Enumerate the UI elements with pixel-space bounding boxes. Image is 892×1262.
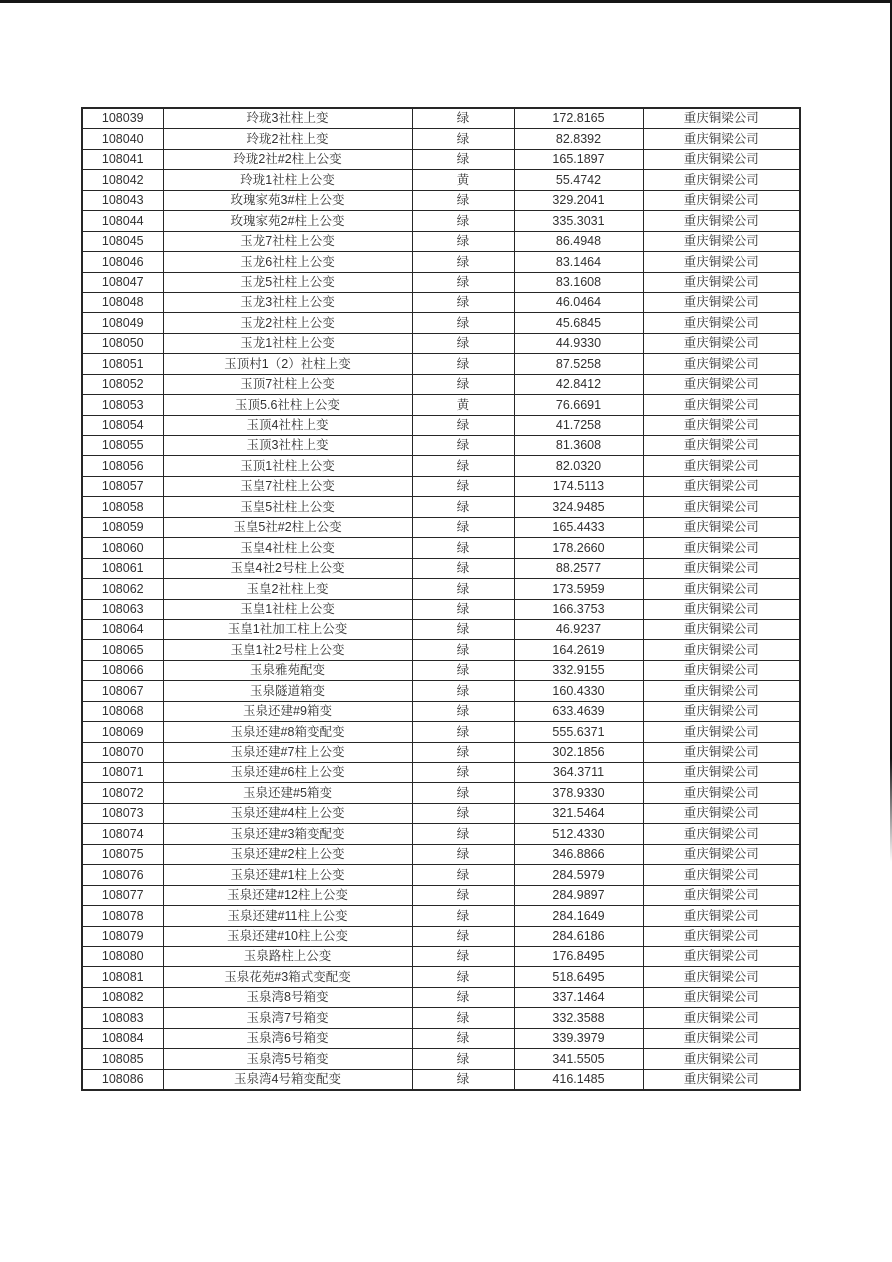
- cell-record-id: 108050: [82, 333, 163, 353]
- cell-record-id: 108061: [82, 558, 163, 578]
- cell-status-flag: 绿: [412, 1049, 514, 1069]
- cell-company: 重庆铜梁公司: [643, 640, 800, 660]
- cell-company: 重庆铜梁公司: [643, 558, 800, 578]
- table-row: [82, 333, 800, 353]
- cell-record-id: 108044: [82, 211, 163, 231]
- cell-transformer-name: 玉皇1社加工柱上公变: [163, 619, 412, 639]
- cell-transformer-name: 玉泉雅苑配变: [163, 660, 412, 680]
- cell-transformer-name: 玲珑2社#2柱上公变: [163, 149, 412, 169]
- cell-transformer-name: 玉泉隧道箱变: [163, 681, 412, 701]
- cell-company: 重庆铜梁公司: [643, 231, 800, 251]
- cell-load-value: 329.2041: [514, 190, 643, 210]
- cell-company: 重庆铜梁公司: [643, 436, 800, 456]
- cell-load-value: 339.3979: [514, 1028, 643, 1048]
- cell-transformer-name: 玉泉还建#8箱变配变: [163, 722, 412, 742]
- table-row: [82, 946, 800, 966]
- cell-status-flag: 绿: [412, 292, 514, 312]
- cell-company: 重庆铜梁公司: [643, 885, 800, 905]
- cell-status-flag: 绿: [412, 149, 514, 169]
- cell-load-value: 44.9330: [514, 333, 643, 353]
- cell-transformer-name: 玉龙5社柱上公变: [163, 272, 412, 292]
- table-row: [82, 149, 800, 169]
- cell-record-id: 108056: [82, 456, 163, 476]
- cell-load-value: 284.5979: [514, 865, 643, 885]
- cell-load-value: 88.2577: [514, 558, 643, 578]
- cell-transformer-name: 玉顶3社柱上变: [163, 436, 412, 456]
- table-body: [82, 108, 800, 1090]
- cell-transformer-name: 玉泉湾7号箱变: [163, 1008, 412, 1028]
- cell-company: 重庆铜梁公司: [643, 824, 800, 844]
- cell-load-value: 81.3608: [514, 436, 643, 456]
- scan-artifact-top-edge: [0, 0, 892, 3]
- cell-transformer-name: 玉泉还建#5箱变: [163, 783, 412, 803]
- table-row: [82, 885, 800, 905]
- cell-transformer-name: 玉顶4社柱上变: [163, 415, 412, 435]
- cell-record-id: 108068: [82, 701, 163, 721]
- cell-load-value: 87.5258: [514, 354, 643, 374]
- cell-transformer-name: 玉龙6社柱上公变: [163, 252, 412, 272]
- cell-status-flag: 绿: [412, 211, 514, 231]
- cell-transformer-name: 玉泉还建#4柱上公变: [163, 803, 412, 823]
- cell-status-flag: 黄: [412, 170, 514, 190]
- table-row: [82, 211, 800, 231]
- table-row: [82, 763, 800, 783]
- table-row: [82, 967, 800, 987]
- cell-load-value: 83.1608: [514, 272, 643, 292]
- table-row: [82, 1008, 800, 1028]
- cell-load-value: 178.2660: [514, 538, 643, 558]
- cell-status-flag: 绿: [412, 742, 514, 762]
- table-row: [82, 844, 800, 864]
- cell-load-value: 176.8495: [514, 946, 643, 966]
- cell-transformer-name: 玲珑1社柱上公变: [163, 170, 412, 190]
- cell-load-value: 166.3753: [514, 599, 643, 619]
- table-row: [82, 129, 800, 149]
- table-row: [82, 395, 800, 415]
- cell-record-id: 108063: [82, 599, 163, 619]
- cell-status-flag: 绿: [412, 252, 514, 272]
- cell-transformer-name: 玉泉还建#1柱上公变: [163, 865, 412, 885]
- cell-load-value: 346.8866: [514, 844, 643, 864]
- cell-transformer-name: 玫瑰家苑2#柱上公变: [163, 211, 412, 231]
- cell-record-id: 108053: [82, 395, 163, 415]
- cell-load-value: 45.6845: [514, 313, 643, 333]
- table-row: [82, 558, 800, 578]
- cell-record-id: 108043: [82, 190, 163, 210]
- cell-load-value: 82.8392: [514, 129, 643, 149]
- cell-record-id: 108039: [82, 108, 163, 129]
- table-row: [82, 906, 800, 926]
- cell-transformer-name: 玉皇1社2号柱上公变: [163, 640, 412, 660]
- cell-record-id: 108079: [82, 926, 163, 946]
- cell-record-id: 108048: [82, 292, 163, 312]
- cell-record-id: 108074: [82, 824, 163, 844]
- cell-record-id: 108045: [82, 231, 163, 251]
- cell-status-flag: 绿: [412, 558, 514, 578]
- cell-status-flag: 绿: [412, 967, 514, 987]
- cell-status-flag: 绿: [412, 436, 514, 456]
- table-row: [82, 1049, 800, 1069]
- cell-company: 重庆铜梁公司: [643, 190, 800, 210]
- table-row: [82, 1069, 800, 1090]
- cell-record-id: 108085: [82, 1049, 163, 1069]
- cell-transformer-name: 玉皇2社柱上变: [163, 579, 412, 599]
- cell-status-flag: 绿: [412, 1008, 514, 1028]
- cell-load-value: 332.3588: [514, 1008, 643, 1028]
- cell-load-value: 173.5959: [514, 579, 643, 599]
- table-row: [82, 252, 800, 272]
- cell-record-id: 108049: [82, 313, 163, 333]
- cell-load-value: 335.3031: [514, 211, 643, 231]
- cell-company: 重庆铜梁公司: [643, 395, 800, 415]
- cell-record-id: 108051: [82, 354, 163, 374]
- cell-company: 重庆铜梁公司: [643, 538, 800, 558]
- table-row: [82, 190, 800, 210]
- cell-transformer-name: 玉皇1社柱上公变: [163, 599, 412, 619]
- cell-company: 重庆铜梁公司: [643, 374, 800, 394]
- cell-record-id: 108086: [82, 1069, 163, 1090]
- cell-record-id: 108064: [82, 619, 163, 639]
- cell-record-id: 108076: [82, 865, 163, 885]
- cell-company: 重庆铜梁公司: [643, 844, 800, 864]
- cell-status-flag: 绿: [412, 701, 514, 721]
- cell-record-id: 108046: [82, 252, 163, 272]
- table-row: [82, 660, 800, 680]
- cell-transformer-name: 玉龙7社柱上公变: [163, 231, 412, 251]
- cell-status-flag: 黄: [412, 395, 514, 415]
- transformer-records-table: [81, 107, 801, 1091]
- cell-company: 重庆铜梁公司: [643, 313, 800, 333]
- cell-status-flag: 绿: [412, 640, 514, 660]
- cell-status-flag: 绿: [412, 333, 514, 353]
- cell-company: 重庆铜梁公司: [643, 497, 800, 517]
- cell-company: 重庆铜梁公司: [643, 149, 800, 169]
- cell-record-id: 108052: [82, 374, 163, 394]
- cell-load-value: 284.9897: [514, 885, 643, 905]
- cell-transformer-name: 玉泉还建#7柱上公变: [163, 742, 412, 762]
- cell-status-flag: 绿: [412, 783, 514, 803]
- cell-transformer-name: 玉皇7社柱上公变: [163, 476, 412, 496]
- cell-status-flag: 绿: [412, 497, 514, 517]
- cell-company: 重庆铜梁公司: [643, 292, 800, 312]
- cell-status-flag: 绿: [412, 681, 514, 701]
- cell-load-value: 378.9330: [514, 783, 643, 803]
- cell-record-id: 108070: [82, 742, 163, 762]
- cell-status-flag: 绿: [412, 824, 514, 844]
- table-row: [82, 987, 800, 1007]
- cell-company: 重庆铜梁公司: [643, 476, 800, 496]
- cell-load-value: 321.5464: [514, 803, 643, 823]
- cell-transformer-name: 玉皇4社2号柱上公变: [163, 558, 412, 578]
- cell-company: 重庆铜梁公司: [643, 456, 800, 476]
- table-row: [82, 824, 800, 844]
- cell-transformer-name: 玲珑2社柱上变: [163, 129, 412, 149]
- cell-record-id: 108069: [82, 722, 163, 742]
- cell-status-flag: 绿: [412, 129, 514, 149]
- table-row: [82, 313, 800, 333]
- table-row: [82, 108, 800, 129]
- cell-transformer-name: 玉顶1社柱上公变: [163, 456, 412, 476]
- cell-company: 重庆铜梁公司: [643, 619, 800, 639]
- cell-status-flag: 绿: [412, 865, 514, 885]
- cell-status-flag: 绿: [412, 108, 514, 129]
- cell-transformer-name: 玉龙1社柱上公变: [163, 333, 412, 353]
- cell-status-flag: 绿: [412, 456, 514, 476]
- cell-company: 重庆铜梁公司: [643, 211, 800, 231]
- table-row: [82, 374, 800, 394]
- cell-record-id: 108066: [82, 660, 163, 680]
- cell-load-value: 165.1897: [514, 149, 643, 169]
- cell-transformer-name: 玉泉还建#6柱上公变: [163, 763, 412, 783]
- cell-status-flag: 绿: [412, 517, 514, 537]
- cell-company: 重庆铜梁公司: [643, 946, 800, 966]
- cell-record-id: 108078: [82, 906, 163, 926]
- table-row: [82, 783, 800, 803]
- cell-transformer-name: 玉泉路柱上公变: [163, 946, 412, 966]
- cell-company: 重庆铜梁公司: [643, 579, 800, 599]
- table-row: [82, 865, 800, 885]
- cell-load-value: 284.6186: [514, 926, 643, 946]
- cell-status-flag: 绿: [412, 722, 514, 742]
- cell-load-value: 46.9237: [514, 619, 643, 639]
- cell-transformer-name: 玉顶村1（2）社柱上变: [163, 354, 412, 374]
- cell-record-id: 108047: [82, 272, 163, 292]
- cell-status-flag: 绿: [412, 926, 514, 946]
- cell-status-flag: 绿: [412, 374, 514, 394]
- cell-load-value: 633.4639: [514, 701, 643, 721]
- cell-status-flag: 绿: [412, 538, 514, 558]
- cell-load-value: 160.4330: [514, 681, 643, 701]
- table-row: [82, 538, 800, 558]
- cell-record-id: 108082: [82, 987, 163, 1007]
- cell-company: 重庆铜梁公司: [643, 926, 800, 946]
- table-row: [82, 681, 800, 701]
- table-row: [82, 517, 800, 537]
- cell-transformer-name: 玉泉湾5号箱变: [163, 1049, 412, 1069]
- cell-company: 重庆铜梁公司: [643, 252, 800, 272]
- table-row: [82, 415, 800, 435]
- cell-load-value: 518.6495: [514, 967, 643, 987]
- cell-transformer-name: 玉泉湾4号箱变配变: [163, 1069, 412, 1090]
- cell-transformer-name: 玉泉还建#10柱上公变: [163, 926, 412, 946]
- table-row: [82, 292, 800, 312]
- cell-load-value: 364.3711: [514, 763, 643, 783]
- cell-record-id: 108083: [82, 1008, 163, 1028]
- table-row: [82, 436, 800, 456]
- cell-status-flag: 绿: [412, 660, 514, 680]
- table-row: [82, 497, 800, 517]
- cell-transformer-name: 玲珑3社柱上变: [163, 108, 412, 129]
- cell-load-value: 172.8165: [514, 108, 643, 129]
- cell-status-flag: 绿: [412, 763, 514, 783]
- cell-status-flag: 绿: [412, 415, 514, 435]
- cell-company: 重庆铜梁公司: [643, 906, 800, 926]
- cell-load-value: 555.6371: [514, 722, 643, 742]
- cell-company: 重庆铜梁公司: [643, 354, 800, 374]
- cell-load-value: 86.4948: [514, 231, 643, 251]
- cell-load-value: 174.5113: [514, 476, 643, 496]
- cell-record-id: 108077: [82, 885, 163, 905]
- cell-company: 重庆铜梁公司: [643, 742, 800, 762]
- table-row: [82, 579, 800, 599]
- table-row: [82, 803, 800, 823]
- cell-company: 重庆铜梁公司: [643, 722, 800, 742]
- cell-load-value: 302.1856: [514, 742, 643, 762]
- cell-load-value: 341.5505: [514, 1049, 643, 1069]
- cell-load-value: 512.4330: [514, 824, 643, 844]
- cell-status-flag: 绿: [412, 313, 514, 333]
- cell-status-flag: 绿: [412, 354, 514, 374]
- cell-record-id: 108055: [82, 436, 163, 456]
- table-row: [82, 619, 800, 639]
- cell-status-flag: 绿: [412, 476, 514, 496]
- cell-transformer-name: 玉泉湾6号箱变: [163, 1028, 412, 1048]
- cell-load-value: 337.1464: [514, 987, 643, 1007]
- cell-status-flag: 绿: [412, 231, 514, 251]
- cell-transformer-name: 玉泉还建#2柱上公变: [163, 844, 412, 864]
- cell-company: 重庆铜梁公司: [643, 967, 800, 987]
- cell-status-flag: 绿: [412, 906, 514, 926]
- cell-load-value: 82.0320: [514, 456, 643, 476]
- cell-transformer-name: 玉泉还建#11柱上公变: [163, 906, 412, 926]
- cell-record-id: 108040: [82, 129, 163, 149]
- cell-record-id: 108060: [82, 538, 163, 558]
- cell-record-id: 108059: [82, 517, 163, 537]
- cell-load-value: 284.1649: [514, 906, 643, 926]
- cell-company: 重庆铜梁公司: [643, 272, 800, 292]
- cell-record-id: 108065: [82, 640, 163, 660]
- cell-status-flag: 绿: [412, 579, 514, 599]
- table-row: [82, 742, 800, 762]
- cell-record-id: 108084: [82, 1028, 163, 1048]
- cell-status-flag: 绿: [412, 619, 514, 639]
- cell-company: 重庆铜梁公司: [643, 129, 800, 149]
- cell-load-value: 76.6691: [514, 395, 643, 415]
- cell-company: 重庆铜梁公司: [643, 987, 800, 1007]
- cell-company: 重庆铜梁公司: [643, 415, 800, 435]
- cell-company: 重庆铜梁公司: [643, 517, 800, 537]
- cell-company: 重庆铜梁公司: [643, 783, 800, 803]
- cell-status-flag: 绿: [412, 987, 514, 1007]
- table-row: [82, 640, 800, 660]
- table-row: [82, 231, 800, 251]
- cell-company: 重庆铜梁公司: [643, 763, 800, 783]
- cell-record-id: 108081: [82, 967, 163, 987]
- cell-load-value: 332.9155: [514, 660, 643, 680]
- cell-load-value: 41.7258: [514, 415, 643, 435]
- cell-company: 重庆铜梁公司: [643, 1049, 800, 1069]
- table-row: [82, 354, 800, 374]
- cell-record-id: 108072: [82, 783, 163, 803]
- cell-transformer-name: 玉顶5.6社柱上公变: [163, 395, 412, 415]
- cell-record-id: 108075: [82, 844, 163, 864]
- cell-record-id: 108071: [82, 763, 163, 783]
- table-row: [82, 926, 800, 946]
- cell-transformer-name: 玉龙3社柱上公变: [163, 292, 412, 312]
- cell-transformer-name: 玉皇4社柱上公变: [163, 538, 412, 558]
- table-row: [82, 170, 800, 190]
- cell-status-flag: 绿: [412, 803, 514, 823]
- table-row: [82, 722, 800, 742]
- cell-company: 重庆铜梁公司: [643, 681, 800, 701]
- cell-transformer-name: 玉泉还建#9箱变: [163, 701, 412, 721]
- cell-record-id: 108073: [82, 803, 163, 823]
- cell-transformer-name: 玉泉还建#3箱变配变: [163, 824, 412, 844]
- cell-record-id: 108057: [82, 476, 163, 496]
- cell-company: 重庆铜梁公司: [643, 701, 800, 721]
- cell-load-value: 55.4742: [514, 170, 643, 190]
- cell-company: 重庆铜梁公司: [643, 333, 800, 353]
- cell-record-id: 108058: [82, 497, 163, 517]
- cell-load-value: 164.2619: [514, 640, 643, 660]
- cell-transformer-name: 玉顶7社柱上公变: [163, 374, 412, 394]
- cell-transformer-name: 玉皇5社柱上公变: [163, 497, 412, 517]
- cell-transformer-name: 玫瑰家苑3#柱上公变: [163, 190, 412, 210]
- cell-status-flag: 绿: [412, 885, 514, 905]
- cell-record-id: 108062: [82, 579, 163, 599]
- cell-company: 重庆铜梁公司: [643, 1069, 800, 1090]
- cell-record-id: 108041: [82, 149, 163, 169]
- cell-company: 重庆铜梁公司: [643, 599, 800, 619]
- cell-company: 重庆铜梁公司: [643, 1028, 800, 1048]
- cell-company: 重庆铜梁公司: [643, 660, 800, 680]
- cell-transformer-name: 玉泉花苑#3箱式变配变: [163, 967, 412, 987]
- cell-load-value: 324.9485: [514, 497, 643, 517]
- cell-record-id: 108067: [82, 681, 163, 701]
- cell-company: 重庆铜梁公司: [643, 108, 800, 129]
- cell-record-id: 108054: [82, 415, 163, 435]
- table-row: [82, 456, 800, 476]
- cell-status-flag: 绿: [412, 599, 514, 619]
- table-row: [82, 272, 800, 292]
- cell-transformer-name: 玉皇5社#2柱上公变: [163, 517, 412, 537]
- cell-status-flag: 绿: [412, 272, 514, 292]
- table-row: [82, 476, 800, 496]
- table-row: [82, 1028, 800, 1048]
- cell-company: 重庆铜梁公司: [643, 803, 800, 823]
- cell-company: 重庆铜梁公司: [643, 865, 800, 885]
- cell-status-flag: 绿: [412, 844, 514, 864]
- cell-transformer-name: 玉龙2社柱上公变: [163, 313, 412, 333]
- cell-load-value: 42.8412: [514, 374, 643, 394]
- cell-transformer-name: 玉泉湾8号箱变: [163, 987, 412, 1007]
- table-row: [82, 701, 800, 721]
- cell-company: 重庆铜梁公司: [643, 170, 800, 190]
- cell-status-flag: 绿: [412, 1028, 514, 1048]
- cell-load-value: 165.4433: [514, 517, 643, 537]
- cell-company: 重庆铜梁公司: [643, 1008, 800, 1028]
- cell-transformer-name: 玉泉还建#12柱上公变: [163, 885, 412, 905]
- cell-status-flag: 绿: [412, 1069, 514, 1090]
- cell-load-value: 83.1464: [514, 252, 643, 272]
- cell-status-flag: 绿: [412, 946, 514, 966]
- cell-load-value: 46.0464: [514, 292, 643, 312]
- cell-record-id: 108080: [82, 946, 163, 966]
- cell-status-flag: 绿: [412, 190, 514, 210]
- cell-load-value: 416.1485: [514, 1069, 643, 1090]
- table-row: [82, 599, 800, 619]
- cell-record-id: 108042: [82, 170, 163, 190]
